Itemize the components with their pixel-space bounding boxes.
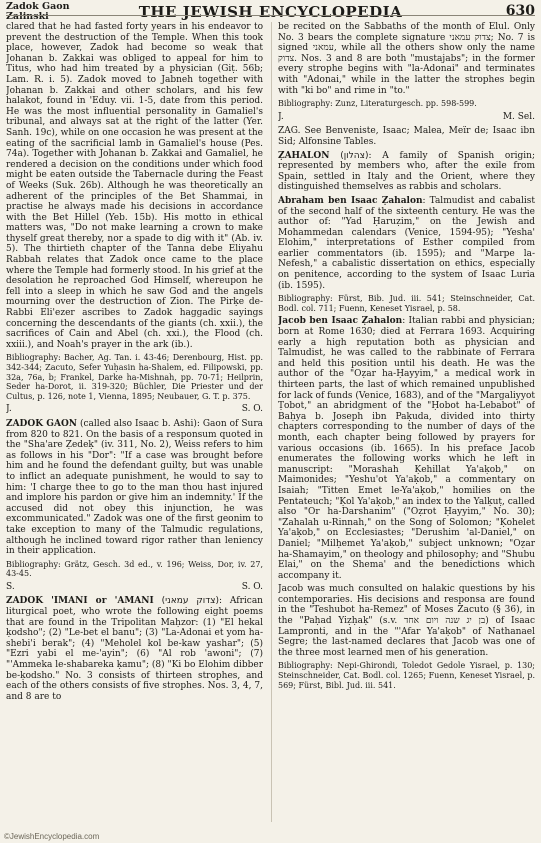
signature-initials: J. [278, 111, 284, 122]
site-watermark: ©JewishEncyclopedia.com [4, 832, 100, 841]
entry-zadok-gaon [6, 419, 263, 557]
signature-line [278, 112, 535, 123]
entry-title: ẒAHALON [278, 150, 330, 161]
left-column [6, 22, 263, 830]
bibliography: Bibliography: Grätz, Gesch. 3d ed., v. 196; Weiss, Dor, iv. 27, 43-45. [6, 559, 263, 579]
subentry-title: Jacob ben Isaac Ẓahalon [278, 316, 403, 327]
author-initials: S. O. [241, 404, 263, 415]
entry-jacob-zahalon [278, 316, 535, 581]
entry-text: : A family of Spanish origin; represented by members who, after the exile from Spain, settled in Italy and the Orient, where they distinguished themselves as rabbis and scholars. [278, 150, 535, 193]
hebrew-name: (צדוק עמאני) [161, 596, 219, 607]
zadok-imani-continuation: be recited on the Sabbaths of the month of Elul. Only No. 3 bears the complete signature צדוק עמאני; No. 7 is signed עמאני, while all the others show only the name צדוק. Nos. 3 and 8 are both "mustajabs"; in the former every strophe begins with "la-Adonai" and terminates with "Adonai," while in the latter the strophes begin with "ki bo" and rime in "to." [278, 22, 535, 96]
bibliography: Bibliography: Fürst, Bib. Jud. iii. 541; Steinschneider, Cat. Bodl. col. 711; Fuenn, Keneset Yisrael, p. 58. [278, 294, 535, 313]
entry-zag: ZAG. See Benveniste, Isaac; Malea, Meïr de; Isaac ibn Sid; Alfonsine Tables. [278, 126, 535, 147]
entry-title: ZADOK GAON [6, 418, 78, 429]
entry-zadok-imani [6, 596, 263, 702]
signature-line [6, 582, 263, 593]
hebrew-name: (צהלון) [340, 150, 369, 161]
entry-text: (called also Isaac b. Ashi): Gaon of Sura from 820 to 821. On the basis of a responsum quoted in the "Sha'are Ẓedeḳ" (iv. 311, No. 2), Weiss refers to him as follows in his "Dor": "If a case was brought before him and he found the defendant guilty, but was unable to inflict an adequate punishment, he would to say to him: 'I charge thee to go to the man thou hast injured and implore his pardon or give him an indemnity.' If the accused did not obey this injunction, he was excommunicated." Zadok was one of the first geonim to take exception to many of the Talmudic regulations, although he inclined toward rigor rather than leniency in their application. [6, 418, 263, 557]
author-initials: S. O. [241, 581, 263, 592]
running-head-last: Zalinski [6, 11, 49, 22]
author-initials: M. Sel. [502, 111, 535, 122]
entry-text: : African liturgical poet, who wrote the following eight poems that are found in the Tripolitan Maḥzor: (1) "El hekal ḳodsho"; (2) "Le-bet el banu"; (3) "La-Adonai et yom ha-shebi'i berak"; (4) "Meholel kol be-kaw yashar"; (5) "Ezri yabi el me-'ayin"; (6) "Al rob 'awoni"; (7) "'Ammeka le-shabareka ḳamu"; (8) "Ki bo Elohim dibber be-ḳodsho." No. 3 consists of thirteen strophes, and each of the others consists of five strophes. Nos. 3, 4, 7, and 8 are to [6, 596, 263, 702]
subentry-title: Abraham ben Isaac Ẓahalon [278, 195, 423, 206]
entry-text: : Italian rabbi and physician; born at Rome 1630; died at Ferrara 1693. Acquiring early a high reputation both as physician and Talmudist, he was called to the rabbinate of Ferrara and held this position until his death. He was the author of the "Oẓar ha-Ḥayyim," a medical work in thirteen parts, the last of which remained unpublished for lack of funds (Venice, 1683), and of the "Margaliyyot Ṭobot," an abridgment of the "Ḥobot ha-Lebabot" of Baḥya b. Joseph ibn Paḳuda, divided into thirty chapters corresponding to the number of days of the month, each chapter being followed by prayers for various occasions (ib. 1665). In his preface Jacob enumerates the following works which he left in manuscript: "Morashah Ḳehillat Ya'aḳob," on Maimonides; "Yeshu'ot Ya'aḳob," a commentary on Isaiah; "Titten Emet le-Ya'aḳob," homilies on the Pentateuch; "Ḳol Ya'aḳob," an index to the Yalḳuṭ, called also "Or ha-Darshanim" ("Oẓrot Ḥayyim," No. 30); "Zahalah u-Rinnah," on the Song of Solomon; "Ḳohelet Ya'aḳob," on Ecclesiastes; "Derushim 'al-Daniel," on Daniel; "Milḥemet Ya'aḳob," subject unknown; "Oẓar ha-Shamayim," on theology and philosophy; and "Shubu Elai," on the Shema' and the benedictions which accompany it. [278, 316, 535, 581]
entry-text: : Talmudist and cabalist of the second half of the sixteenth century. He was the author of: "Yad Ḥaruẓim," on the Jewish and Mohammedan calendars (Venice, 1594-95); "Yesha' Elohim," interpretations of Esther compiled from earlier commentators (ib. 1595); and "Marpe la-Nefesh," a cabalistic dissertation on ethics, especially on penitence, according to the system of Isaac Luria (ib. 1595). [278, 195, 535, 291]
entry-abraham-zahalon [278, 196, 535, 291]
entry-zahalon [278, 151, 535, 193]
bibliography: Bibliography: Nepi-Ghirondi, Toledot Gedole Yisrael, p. 130; Steinschneider, Cat. Bodl. col. 1265; Fuenn, Keneset Yisrael, p. 569; Fürst, Bibl. Jud. iii. 541. [278, 661, 535, 690]
signature-initials: S. [6, 581, 15, 592]
zadok-article-continuation: clared that he had fasted forty years in his endeavor to prevent the destruction of the Temple. When this took place, however, Zadok had become so weak that Johanan b. Zakkai was obliged to appeal for him to Titus, who had him treated by a physician (Giṭ. 56b; Lam. R. i. 5). Zadok moved to Jabneh together with Johanan b. Zakkai and other scholars, and his few halakot, found in 'Eduy. vii. 1-5, date from this period. He was the most influential personality in Gamaliel's tribunal, and always sat at the right of the latter (Yer. Sanh. 19c), while on one occasion he was present at the eating of the sacrificial lamb in Gamaliel's house (Pes. 74a). Together with Johanan b. Zakkai and Gamaliel, he rendered a decision on the conditions under which food might be eaten outside the Tabernacle during the Feast of Weeks (Suk. 26b). Although he was theoretically an adherent of the principles of the Bet Shammai, in practise he always made his decisions in accordance with the Bet Hillel (Yeb. 15b). His motto in ethical matters was, "Do not make learning a crown to make thyself great thereby, nor a spade to dig with it" (Ab. iv. 5). The thirtieth chapter of the Tanna debe Eliyahu Rabbah relates that Zadok once came to the place where the Temple had formerly stood. In his grief at the desolation he reproached God Himself, whereupon he fell into a sleep in which he saw God and the angels mourning over the destruction of Zion. The Pirḳe de-Rabbi Eli'ezer ascribes to Zadok haggadic sayings concerning the descendants of the giants (ch. xxii.), the sacrifices of Cain and Abel (ch. xxi.), the Flood (ch. xxiii.), and Noah's prayer in the ark (ib.). [6, 22, 263, 350]
page-number: 630 [505, 3, 535, 19]
column-divider [271, 22, 272, 822]
bibliography: Bibliography: Zunz, Literaturgesch. pp. 598-599. [278, 99, 477, 109]
bibliography: Bibliography: Bacher, Ag. Tan. i. 43-46; Derenbourg, Hist. pp. 342-344; Zacuto, Sefer Yuḥasin ha-Shalem, ed. Filipowski, pp. 32a, 76a, b; Frankel, Darke ha-Mishnah, pp. 70-71; Heilprin, Seder ha-Dorot, ii. 319-320; Büchler, Die Priester und der Cultus, p. 126, note 1, Vienna, 1895; Neubauer, G. T. p. 375. [6, 353, 263, 401]
right-column [278, 22, 535, 830]
entry-text-continued: Jacob was much consulted on halakic questions by his contemporaries. His decisions and responsa are found in the "Teshubot ha-Remez" of Moses Zacuto (§ 36), in the "Paḥad Yiẓḥaḳ" (s.v. בן יג שנה ויום אחד) of Isaac Lampronti, and in the "'Afar Ya'aḳob" of Nathanael Segre; the last-named declares that Jacob was one of the three most learned men of his generation. [278, 584, 535, 658]
publication-title: THE JEWISH ENCYCLOPEDIA [138, 3, 403, 21]
entry-title: ZADOK 'IMANI or 'AMANI [6, 596, 154, 607]
signature-line [6, 404, 263, 415]
running-head-first: Zadok Gaon [6, 1, 70, 12]
signature-initials: J. [6, 404, 12, 415]
header-rule [6, 15, 535, 16]
